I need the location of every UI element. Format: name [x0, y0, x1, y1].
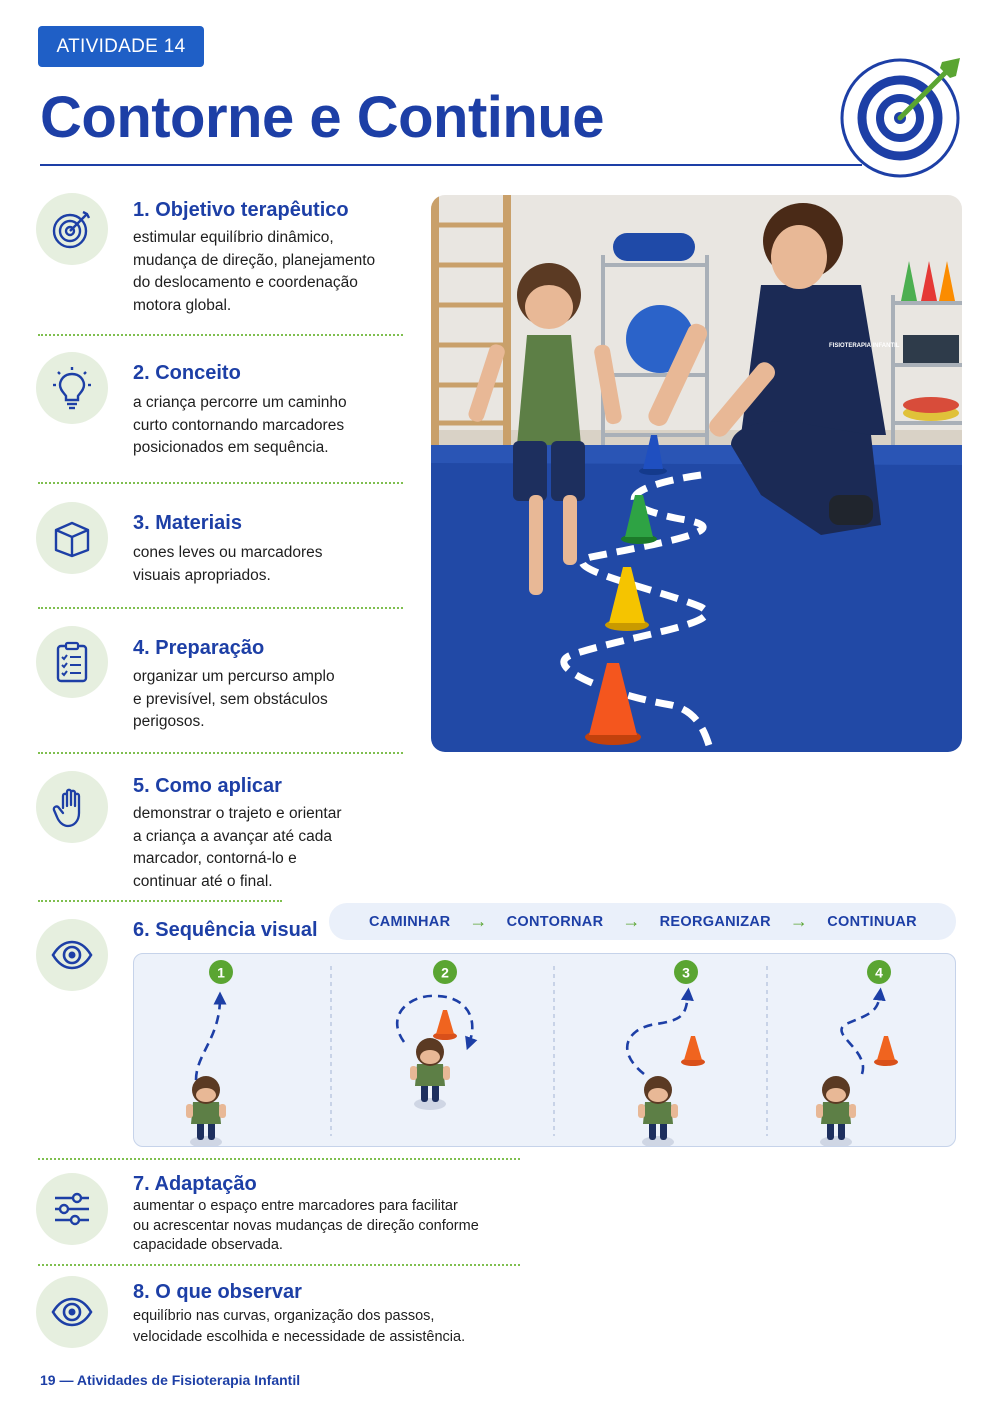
divider	[38, 1264, 520, 1266]
svg-text:2: 2	[441, 964, 449, 981]
child-figure	[186, 1076, 226, 1147]
step-label: REORGANIZAR	[659, 913, 771, 930]
step-label: CAMINHAR	[369, 913, 451, 930]
section-text: demonstrar o trajeto e orientar a criança a avançar até cada marcador, contorná-lo e continuar até o final.	[133, 805, 342, 890]
section-title: 1. Objetivo terapêutico	[133, 199, 349, 221]
section-text: aumentar o espaço entre marcadores para facilitar ou acrescentar novas mudanças de direção conforme capacidade observada.	[133, 1198, 479, 1253]
activity-badge: ATIVIDADE 14	[38, 26, 204, 67]
section-title: 4. Preparação	[133, 637, 265, 659]
target-arrow-icon	[838, 50, 968, 180]
divider	[38, 900, 282, 902]
arrow-right-icon: →	[789, 911, 809, 931]
child-figure	[638, 1076, 678, 1147]
section-title: 3. Materiais	[133, 512, 242, 534]
divider	[38, 1158, 520, 1160]
target-icon	[36, 193, 108, 265]
sequence-flow-bar	[329, 903, 956, 940]
divider	[38, 607, 403, 609]
step-number-badge	[674, 960, 698, 984]
section-title: 8. O que observar	[133, 1281, 302, 1303]
activity-photo	[431, 195, 962, 752]
clipboard-icon	[36, 626, 108, 698]
svg-text:3: 3	[682, 964, 690, 981]
box-icon	[36, 502, 108, 574]
step-label: CONTINUAR	[827, 913, 917, 930]
section-text: organizar um percurso amplo e previsível, sem obstáculos perigosos.	[133, 668, 335, 730]
section-title: 6. Sequência visual	[133, 919, 318, 941]
sliders-icon	[36, 1173, 108, 1245]
child-figure	[410, 1038, 450, 1110]
section-title: 5. Como aplicar	[133, 775, 282, 797]
section-text: cones leves ou marcadores visuais apropriados.	[133, 544, 323, 584]
arrow-right-icon: →	[622, 911, 641, 931]
page-title: Contorne e Continue	[40, 85, 605, 150]
sequence-panel	[133, 953, 956, 1147]
step-label: CONTORNAR	[506, 913, 604, 930]
section-title: 7. Adaptação	[133, 1173, 257, 1195]
child-figure	[816, 1076, 856, 1147]
svg-text:FISIOTERAPIA INFANTIL: FISIOTERAPIA INFANTIL	[829, 343, 900, 349]
step-number-badge	[209, 960, 233, 984]
lightbulb-icon	[36, 352, 108, 424]
section-text: estimular equilíbrio dinâmico, mudança de direção, planejamento do deslocamento e coordenação motora global.	[133, 229, 376, 314]
svg-text:4: 4	[875, 964, 883, 981]
svg-text:1: 1	[217, 964, 225, 981]
arrow-right-icon: →	[469, 911, 488, 931]
divider	[38, 752, 403, 754]
divider	[38, 482, 403, 484]
eye-icon	[36, 919, 108, 991]
divider	[38, 334, 403, 336]
hand-icon	[36, 771, 108, 843]
step-number-badge	[433, 960, 457, 984]
section-text: a criança percorre um caminho curto contornando marcadores posicionados em sequência.	[133, 394, 347, 456]
eye-icon	[36, 1276, 108, 1348]
section-text: equilíbrio nas curvas, organização dos passos, velocidade escolhida e necessidade de assistência.	[133, 1308, 466, 1345]
title-rule	[40, 164, 862, 166]
page-footer: 19 — Atividades de Fisioterapia Infantil	[40, 1372, 301, 1388]
step-number-badge	[867, 960, 891, 984]
section-title: 2. Conceito	[133, 362, 241, 384]
